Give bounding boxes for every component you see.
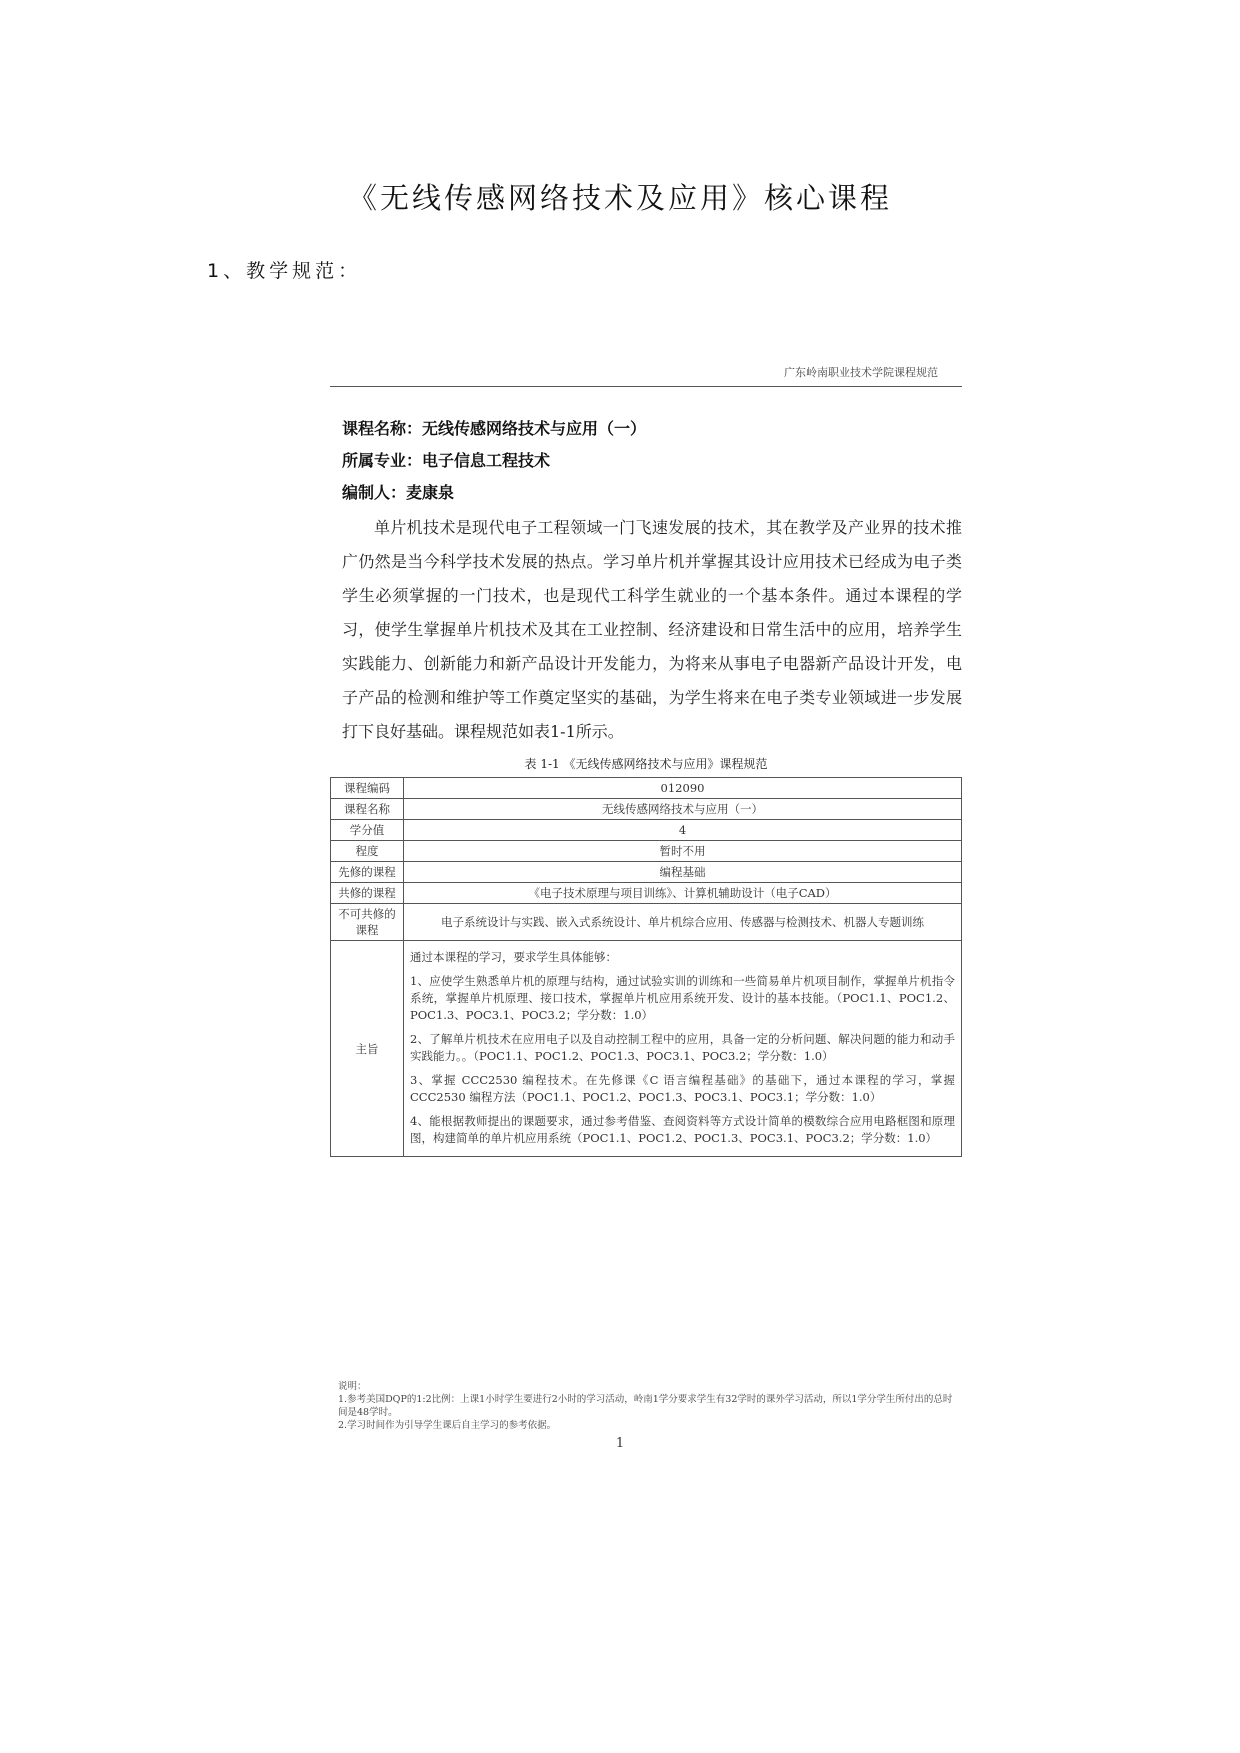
table-row [331, 799, 962, 820]
table-row-aims [331, 941, 962, 1157]
row-label: 主旨 [331, 941, 404, 1157]
aim-item: 4、能根据教师提出的课题要求，通过参考借鉴、查阅资料等方式设计简单的模数综合应用电路框图和原理图，构建简单的单片机应用系统（POC1.1、POC1.2、POC1.3、POC3.1、POC3.2；学分数：1.0） [410, 1114, 955, 1145]
aims-cell [404, 941, 962, 1157]
table-caption: 表 1-1 《无线传感网络技术与应用》课程规范 [524, 757, 768, 771]
row-label: 不可共修的课程 [331, 904, 404, 941]
footnote-item: 1.参考美国DQP的1:2比例：上课1小时学生要进行2小时的学习活动，岭南1学分要求学生有32学时的课外学习活动，所以1学分学生所付出的总时间是48学时。 [338, 1394, 953, 1418]
aim-item: 3、掌握 CCC2530 编程技术。在先修课《C 语言编程基础》的基础下，通过本课程的学习，掌握 CCC2530 编程方法（POC1.1、POC1.2、POC1.3、POC3.1、POC3.1；学分数：1.0） [410, 1073, 955, 1104]
row-value: 暂时不用 [404, 841, 962, 862]
table-row [331, 841, 962, 862]
row-label: 学分值 [331, 820, 404, 841]
aim-item: 1、应使学生熟悉单片机的原理与结构，通过试验实训的训练和一些简易单片机项目制作，掌握单片机指令系统，掌握单片机原理、接口技术，掌握单片机应用系统开发、设计的基本技能。（POC1.1、POC1.2、POC1.3、POC3.1、POC3.2；学分数：1.0） [410, 974, 955, 1022]
row-value: 《电子技术原理与项目训练》、计算机辅助设计（电子CAD） [404, 883, 962, 904]
page-number: 1 [615, 1436, 625, 1451]
table-row [331, 820, 962, 841]
meta-course-name: 课程名称：无线传感网络技术与应用（一） [342, 419, 647, 438]
row-value: 电子系统设计与实践、嵌入式系统设计、单片机综合应用、传感器与检测技术、机器人专题训练 [404, 904, 962, 941]
footnote-heading: 说明： [338, 1381, 367, 1392]
row-label: 先修的课程 [331, 862, 404, 883]
section-heading: 1、教学规范： [207, 260, 362, 282]
intro-paragraph: 单片机技术是现代电子工程领域一门飞速发展的技术，其在教学及产业界的技术推广仍然是当今科学技术发展的热点。学习单片机并掌握其设计应用技术已经成为电子类学生必须掌握的一门技术，也是现代工科学生就业的一个基本条件。通过本课程的学习，使学生掌握单片机技术及其在工业控制、经济建设和日常生活中的应用，培养学生实践能力、创新能力和新产品设计开发能力，为将来从事电子电器新产品设计开发，电子产品的检测和维护等工作奠定坚实的基础，为学生将来在电子类专业领域进一步发展打下良好基础。课程规范如表1-1所示。 [342, 518, 962, 741]
table-row [331, 778, 962, 799]
table-row [331, 862, 962, 883]
table-row [331, 883, 962, 904]
embedded-spec-page [330, 364, 962, 1157]
row-label: 课程编码 [331, 778, 404, 799]
row-label: 程度 [331, 841, 404, 862]
row-label: 课程名称 [331, 799, 404, 820]
footnote-item: 2.学习时间作为引导学生课后自主学习的参考依据。 [338, 1420, 557, 1431]
aims-intro: 通过本课程的学习，要求学生具体能够： [410, 950, 617, 964]
row-value: 无线传感网络技术与应用（一） [404, 799, 962, 820]
row-value: 4 [404, 820, 962, 841]
meta-major: 所属专业：电子信息工程技术 [342, 451, 551, 470]
page-header: 广东岭南职业技术学院课程规范 [330, 364, 962, 387]
table-row [331, 904, 962, 941]
course-meta [330, 387, 962, 509]
document-title: 《无线传感网络技术及应用》核心课程 [347, 181, 892, 215]
course-spec-table [330, 777, 962, 1157]
meta-author: 编制人：麦康泉 [342, 483, 455, 502]
footnotes [338, 1380, 958, 1432]
row-label: 共修的课程 [331, 883, 404, 904]
row-value: 012090 [404, 778, 962, 799]
aim-item: 2、了解单片机技术在应用电子以及自动控制工程中的应用，具备一定的分析问题、解决问题的能力和动手实践能力。。（POC1.1、POC1.2、POC1.3、POC3.1、POC3.2；学分数：1.0） [410, 1032, 955, 1063]
row-value: 编程基础 [404, 862, 962, 883]
